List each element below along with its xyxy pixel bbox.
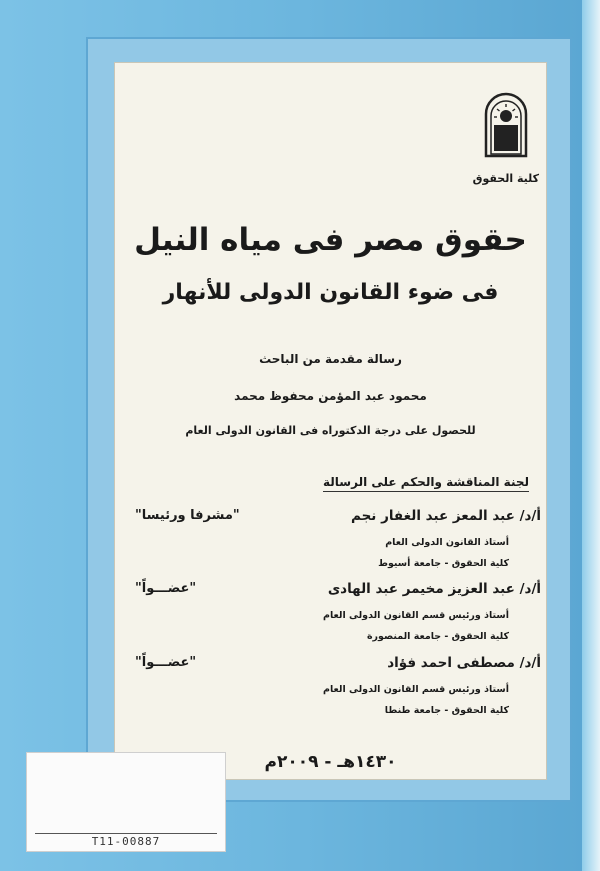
committee-member — [121, 508, 541, 574]
library-barcode-label — [26, 752, 226, 852]
book-spine-edge — [582, 0, 600, 871]
member-affiliation: كلية الحقوق - جامعة المنصورة — [366, 631, 509, 642]
faculty-label: كلية الحقوق — [472, 172, 539, 185]
member-title: أستاذ ورئيس قسم القانون الدولى العام — [322, 684, 509, 695]
label-divider — [35, 833, 217, 834]
member-affiliation: كلية الحقوق - جامعة أسيوط — [378, 558, 509, 569]
document-subtitle: فى ضوء القانون الدولى للأنهار — [162, 280, 499, 305]
barcode-number: T11-00887 — [91, 835, 161, 848]
university-seal-icon — [483, 92, 529, 158]
submitted-by-line: رسالة مقدمة من الباحث — [259, 352, 402, 366]
title-page-content — [114, 62, 547, 780]
member-name: أ/د/ عبد المعز عبد الغفار نجم — [350, 508, 541, 524]
member-name: أ/د/ مصطفى احمد فؤاد — [387, 655, 541, 671]
publication-date: ١٤٣٠هـ - ٢٠٠٩م — [264, 752, 397, 772]
committee-member — [121, 655, 541, 721]
member-role: "عضـــواً" — [135, 581, 197, 596]
member-affiliation: كلية الحقوق - جامعة طنطا — [384, 705, 509, 716]
member-title: أستاذ القانون الدولى العام — [385, 537, 509, 548]
degree-line: للحصول على درجة الدكتوراه فى القانون الدولى العام — [185, 424, 476, 437]
member-name: أ/د/ عبد العزيز مخيمر عبد الهادى — [327, 581, 541, 597]
committee-heading: لجنة المناقشة والحكم على الرسالة — [323, 475, 529, 492]
university-logo — [477, 92, 535, 184]
member-role: "عضـــواً" — [135, 655, 197, 670]
member-role: "مشرفا ورئيسا" — [135, 508, 240, 523]
committee-member — [121, 581, 541, 647]
author-name: محمود عبد المؤمن محفوظ محمد — [234, 389, 427, 403]
member-title: أستاذ ورئيس قسم القانون الدولى العام — [322, 610, 509, 621]
document-title: حقوق مصر فى مياه النيل — [134, 222, 527, 258]
